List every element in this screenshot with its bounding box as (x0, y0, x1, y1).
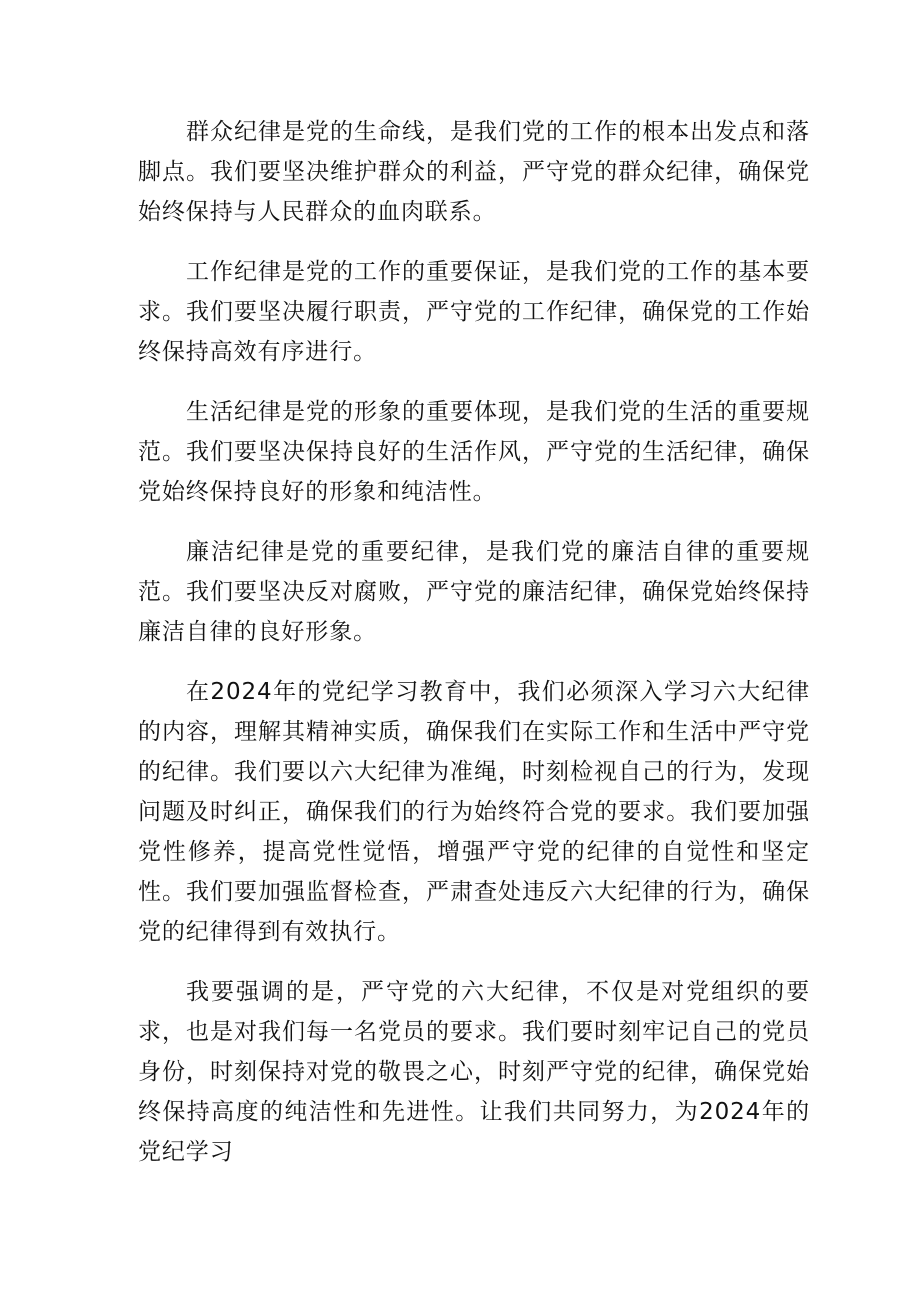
paragraph-mass-discipline: 群众纪律是党的生命线，是我们党的工作的根本出发点和落脚点。我们要坚决维护群众的利益，严守党的群众纪律，确保党始终保持与人民群众的血肉联系。 (138, 119, 810, 225)
document-body (138, 112, 810, 1192)
paragraph-emphasis: 我要强调的是，严守党的六大纪律，不仅是对党组织的要求，也是对我们每一名党员的要求。我们要时刻牢记自己的党员身份，时刻保持对党的敬畏之心，时刻严守党的纪律，确保党始终保持高度的纯洁性和先进性。让我们共同努力，为2024年的党纪学习 (138, 979, 810, 1165)
paragraph-work-discipline: 工作纪律是党的工作的重要保证，是我们党的工作的基本要求。我们要坚决履行职责，严守党的工作纪律，确保党的工作始终保持高效有序进行。 (138, 259, 810, 365)
paragraph-life-discipline: 生活纪律是党的形象的重要体现，是我们党的生活的重要规范。我们要坚决保持良好的生活作风，严守党的生活纪律，确保党始终保持良好的形象和纯洁性。 (138, 399, 810, 505)
paragraph-study-education: 在2024年的党纪学习教育中，我们必须深入学习六大纪律的内容，理解其精神实质，确保我们在实际工作和生活中严守党的纪律。我们要以六大纪律为准绳，时刻检视自己的行为，发现问题及时纠正，确保我们的行为始终符合党的要求。我们要加强党性修养，提高党性觉悟，增强严守党的纪律的自觉性和坚定性。我们要加强监督检查，严肃查处违反六大纪律的行为，确保党的纪律得到有效执行。 (138, 679, 810, 945)
paragraph-integrity-discipline: 廉洁纪律是党的重要纪律，是我们党的廉洁自律的重要规范。我们要坚决反对腐败，严守党的廉洁纪律，确保党始终保持廉洁自律的良好形象。 (138, 539, 810, 645)
